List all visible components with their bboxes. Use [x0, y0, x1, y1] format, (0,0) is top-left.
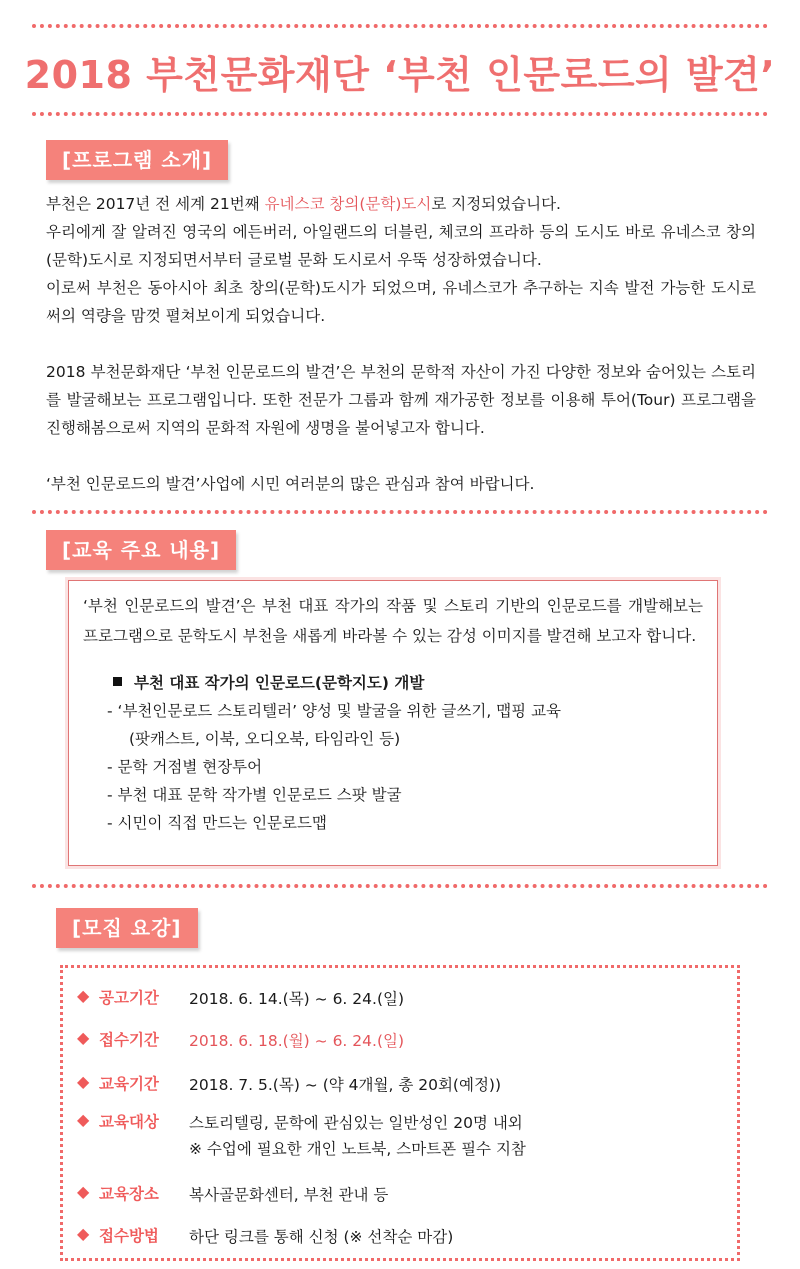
intro-p4: 2018 부천문화재단 ‘부천 인문로드의 발견’은 부천의 문학적 자산이 가진 다양한 정보와 숨어있는 스토리를 발굴해보는 프로그램입니다. 또한 전문가 그룹과 함께 재가공한 정보를 이용해 투어(Tour) 프로그램을 진행해봄으로써 지역의 문화적 자원에 생명을 불어넣고자 합니다.: [46, 363, 756, 437]
diamond-icon: ◆: [77, 1072, 90, 1091]
unesco-highlight: 유네스코 창의(문학)도시: [264, 195, 432, 213]
edu-intro: ‘부천 인문로드의 발견’은 부천 대표 작가의 작품 및 스토리 기반의 인문로드를 개발해보는 프로그램으로 문학도시 부천을 새롭게 바라볼 수 있는 감성 이미지를 발견해 보고자 합니다.: [83, 597, 703, 645]
list-item: - 시민이 직접 만드는 인문로드맵: [107, 814, 327, 832]
section-tag-recruit: [모집 요강]: [56, 908, 198, 948]
recruit-box: [60, 965, 740, 1261]
row-label: 교육기간: [99, 1075, 159, 1093]
row-note: ※ 수업에 필요한 개인 노트북, 스마트폰 필수 지참: [189, 1140, 526, 1158]
list-item: - 문학 거점별 현장투어: [107, 758, 263, 776]
divider-2: [32, 510, 768, 514]
feature-title: 부천 대표 작가의 인문로드(문학지도) 개발: [113, 669, 703, 697]
list-item: - ‘부천인문로드 스토리텔러’ 양성 및 발굴을 위한 글쓰기, 맵핑 교육 (팟캐스트, 이북, 오디오북, 타임라인 등): [107, 702, 562, 748]
edu-content-box: [68, 580, 718, 866]
intro-p3: 이로써 부천은 동아시아 최초 창의(문학)도시가 되었으며, 유네스코가 추구하는 지속 발전 가능한 도시로써의 역량을 맘껏 펼쳐보이게 되었습니다.: [46, 279, 756, 325]
feature-list: [107, 697, 703, 837]
diamond-icon: ◆: [77, 1110, 90, 1129]
row-label: 공고기간: [99, 989, 159, 1007]
intro-p5: ‘부천 인문로드의 발견’사업에 시민 여러분의 많은 관심과 참여 바랍니다.: [46, 475, 535, 493]
row-label: 접수방법: [99, 1227, 159, 1245]
row-label: 교육대상: [99, 1113, 159, 1131]
diamond-icon: ◆: [77, 1224, 90, 1243]
intro-p1: 부천은 2017년 전 세계 21번째 유네스코 창의(문학)도시로 지정되었습니다.: [46, 195, 561, 213]
list-item: - 부천 대표 문학 작가별 인문로드 스팟 발굴: [107, 786, 402, 804]
divider-3: [32, 884, 768, 888]
row-label: 접수기간: [99, 1031, 159, 1049]
section-tag-edu: [교육 주요 내용]: [46, 530, 236, 570]
intro-p2: 우리에게 잘 알려진 영국의 에든버러, 아일랜드의 더블린, 체코의 프라하 등의 도시도 바로 유네스코 창의(문학)도시로 지정되면서부터 글로벌 문화 도시로서 우뚝 성장하였습니다.: [46, 223, 756, 269]
top-divider: [32, 24, 768, 28]
diamond-icon: ◆: [77, 1182, 90, 1201]
square-bullet-icon: [113, 677, 122, 686]
row-value: 2018. 6. 18.(월) ~ 6. 24.(일): [189, 1032, 405, 1050]
row-value: 스토리텔링, 문학에 관심있는 일반성인 20명 내외 ※ 수업에 필요한 개인 노트북, 스마트폰 필수 지참: [189, 1114, 526, 1158]
intro-text: [46, 190, 756, 498]
row-label: 교육장소: [99, 1185, 159, 1203]
row-value: 하단 링크를 통해 신청 (※ 선착순 마감): [189, 1228, 454, 1246]
divider-1: [32, 112, 768, 116]
page-title: 2018 부천문화재단 ‘부천 인문로드의 발견’: [24, 53, 776, 97]
row-value: 2018. 6. 14.(목) ~ 6. 24.(일): [189, 990, 405, 1008]
row-value: 2018. 7. 5.(목) ~ (약 4개월, 총 20회(예정)): [189, 1076, 502, 1094]
row-value: 복사골문화센터, 부천 관내 등: [189, 1186, 389, 1204]
section-tag-intro: [프로그램 소개]: [46, 140, 228, 180]
diamond-icon: ◆: [77, 986, 90, 1005]
diamond-icon: ◆: [77, 1028, 90, 1047]
